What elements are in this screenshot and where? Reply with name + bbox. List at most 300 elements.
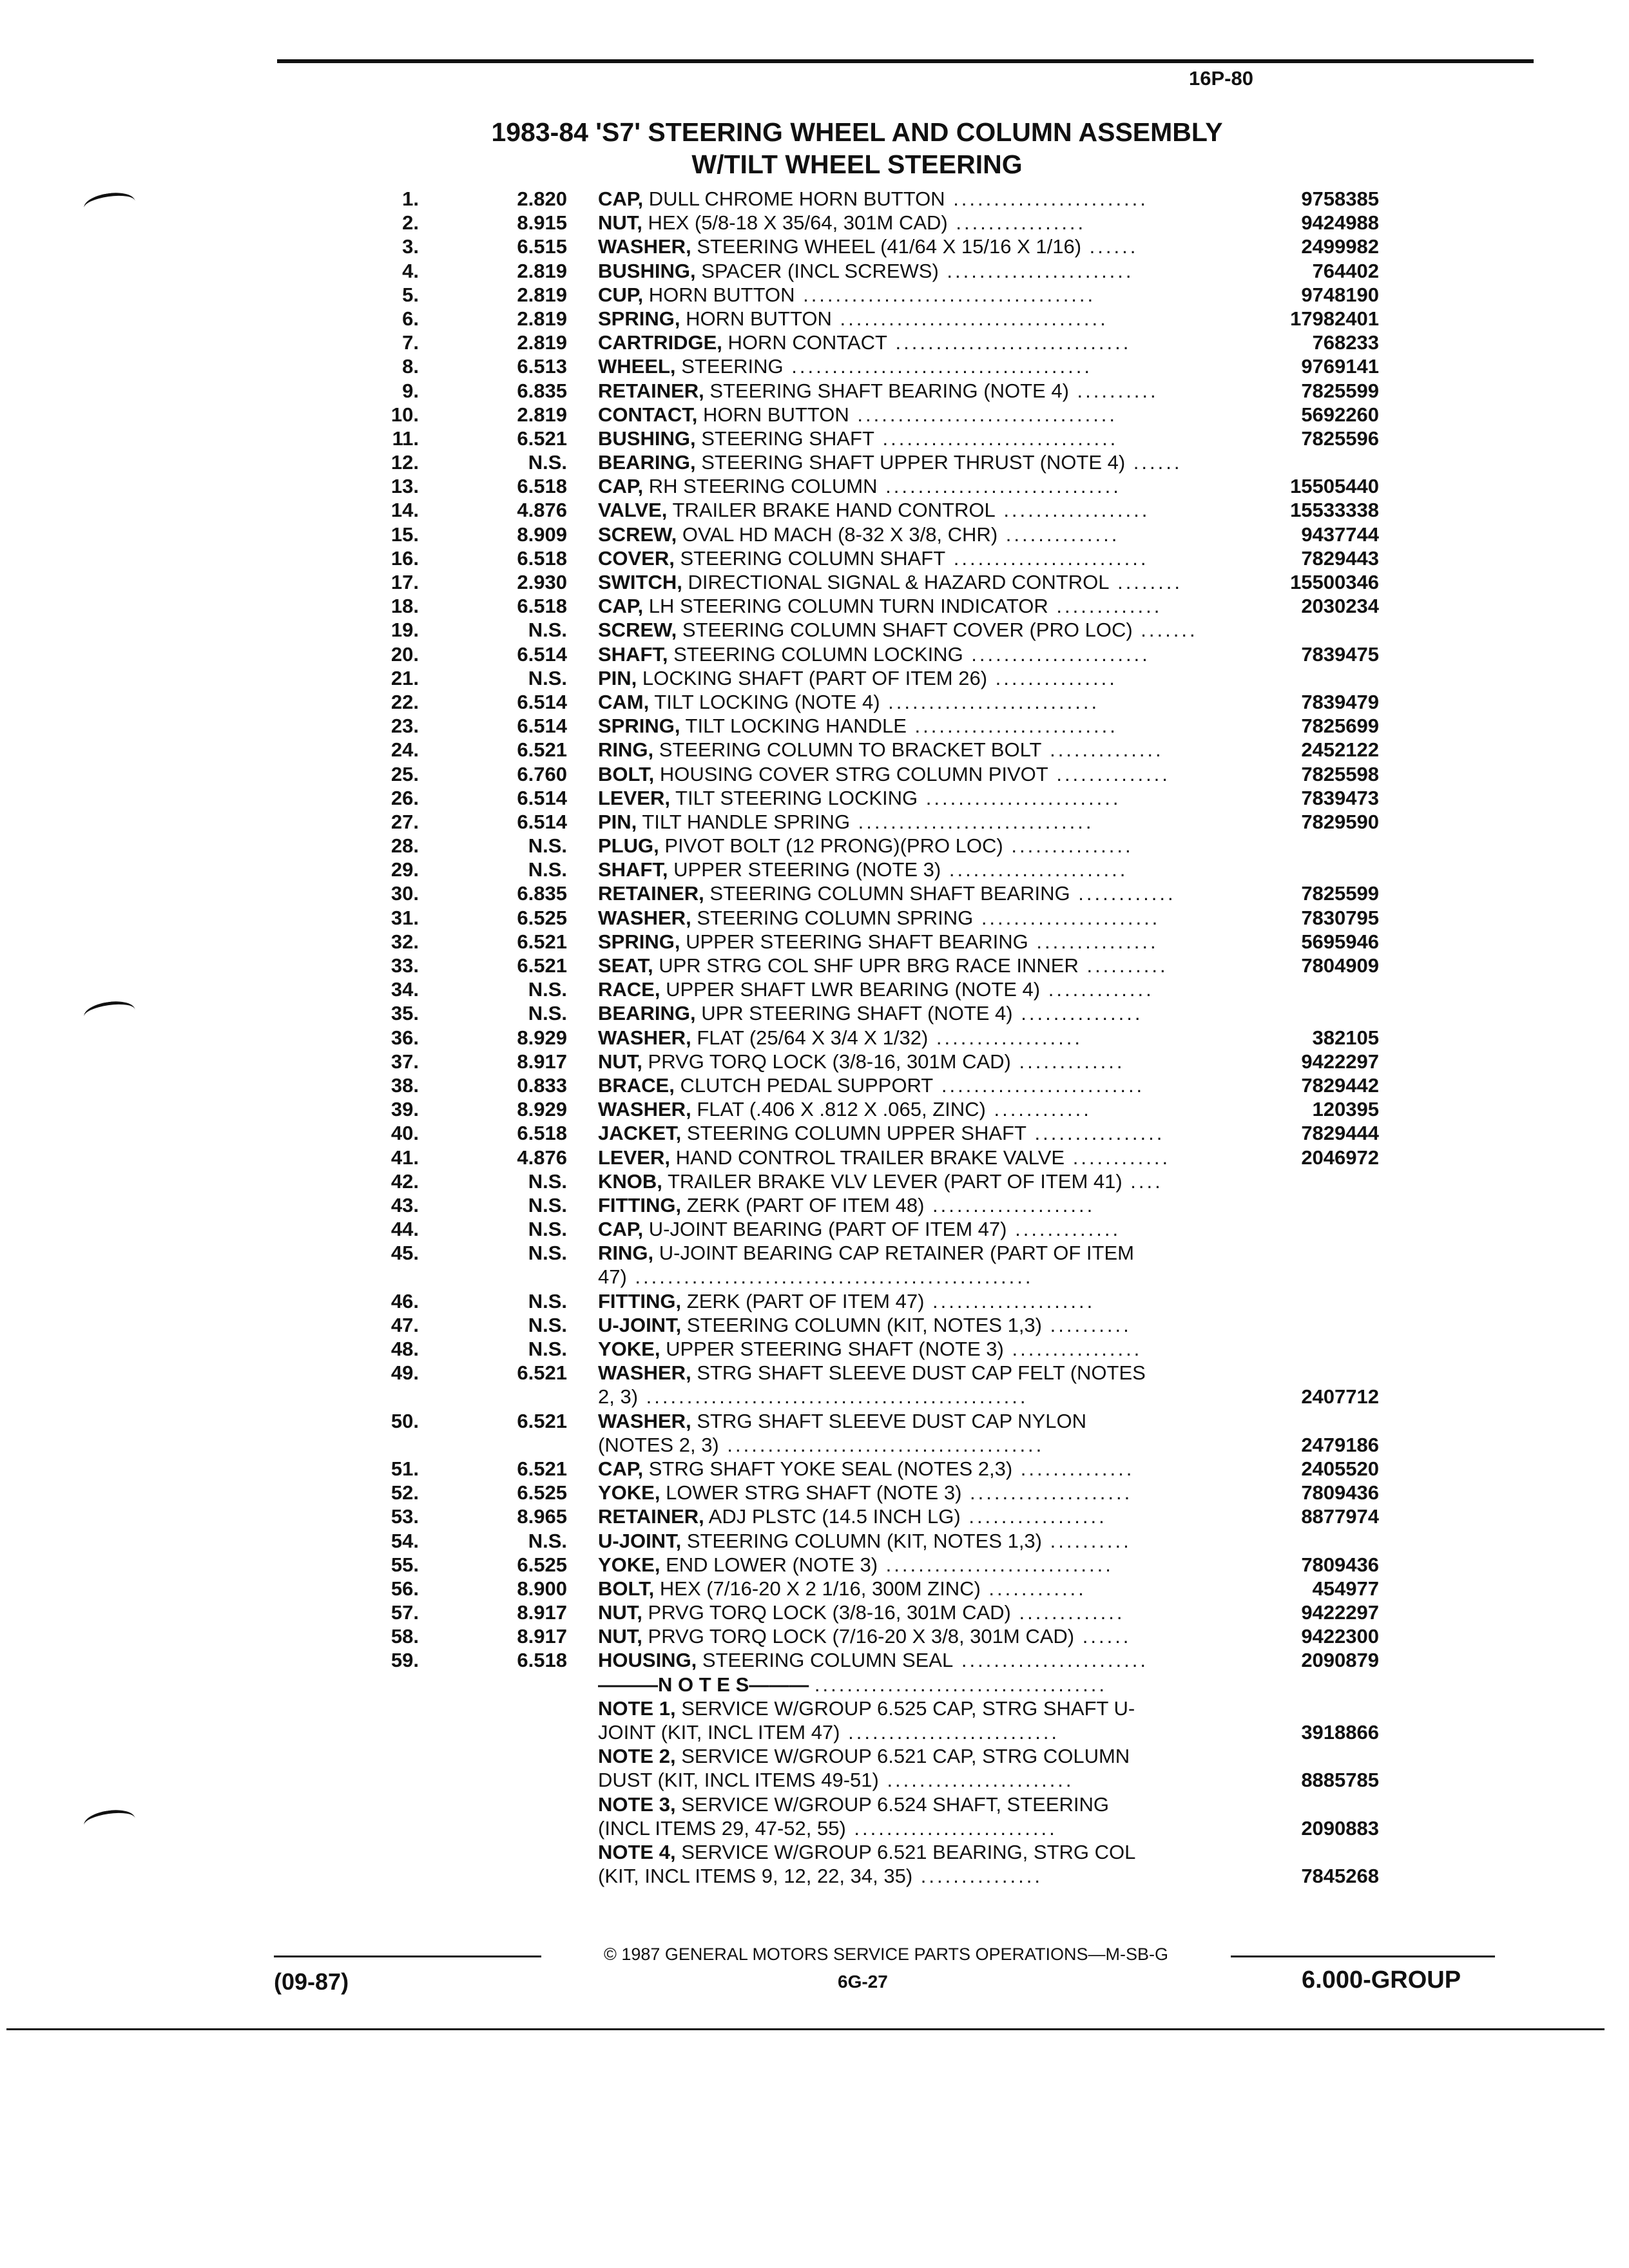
part-desc-text: SERVICE W/GROUP 6.524 SHAFT, STEERING xyxy=(681,1792,1110,1816)
leader-dots: ............... xyxy=(912,1865,1043,1888)
part-desc-text: STEERING COLUMN SEAL xyxy=(702,1649,954,1672)
part-number: 7825596 xyxy=(1301,427,1379,450)
part-keyword: SEAT, xyxy=(598,954,653,977)
part-keyword: WASHER, xyxy=(598,1098,691,1121)
part-keyword: LEVER, xyxy=(598,1146,670,1169)
part-keyword: KNOB, xyxy=(598,1169,662,1193)
part-desc-text: STEERING COLUMN TO BRACKET BOLT xyxy=(659,738,1042,762)
leader-dots: ............... xyxy=(1028,930,1159,953)
group-number: 6.514 xyxy=(517,690,567,713)
leader-dots: ................. xyxy=(960,1505,1107,1528)
part-row xyxy=(348,474,1392,498)
part-row xyxy=(348,331,1392,354)
part-desc-text: ADJ PLSTC (14.5 INCH LG) xyxy=(708,1505,961,1528)
item-number: 18. xyxy=(390,595,419,618)
leader-dots: ...................... xyxy=(963,642,1150,666)
item-number: 54. xyxy=(390,1529,419,1552)
item-number: 20. xyxy=(390,642,419,666)
part-keyword: WASHER, xyxy=(598,235,691,258)
part-description xyxy=(598,1577,1242,1600)
part-row xyxy=(348,786,1392,810)
group-number: 6.513 xyxy=(517,355,567,378)
part-description xyxy=(598,1050,1242,1073)
part-number: 768233 xyxy=(1312,331,1379,354)
part-keyword: CONTACT, xyxy=(598,403,698,426)
part-description xyxy=(598,1313,1242,1337)
part-number: 2030234 xyxy=(1301,595,1379,618)
item-number: 44. xyxy=(390,1218,419,1241)
leader-dots: ........................ xyxy=(945,546,1149,570)
leader-dots: .......................... xyxy=(880,690,1100,713)
part-number: 120395 xyxy=(1312,1098,1379,1121)
group-number: 4.876 xyxy=(517,499,567,522)
item-number: 46. xyxy=(390,1289,419,1312)
group-number: 6.514 xyxy=(517,642,567,666)
leader-dots: ................................................. xyxy=(626,1265,1034,1289)
part-keyword: BEARING, xyxy=(598,1002,696,1025)
part-row xyxy=(348,1337,1392,1361)
item-number: 4. xyxy=(402,259,419,282)
leader-dots: ...... xyxy=(1081,235,1139,258)
item-number: 13. xyxy=(390,475,419,498)
item-number: 21. xyxy=(390,666,419,689)
part-number: 5692260 xyxy=(1301,403,1379,426)
item-number: 14. xyxy=(390,499,419,522)
part-keyword: CARTRIDGE, xyxy=(598,331,722,354)
part-keyword: SPRING, xyxy=(598,715,680,738)
group-number: 6.521 xyxy=(517,1409,567,1432)
copyright: © 1987 GENERAL MOTORS SERVICE PARTS OPERATIONS—M-SB-G xyxy=(603,1945,1169,1964)
part-row xyxy=(348,977,1392,1001)
part-desc-text: STEERING COLUMN LOCKING xyxy=(673,642,963,666)
group-number: 6.835 xyxy=(517,379,567,402)
part-number: 454977 xyxy=(1312,1577,1379,1600)
part-number: 9424988 xyxy=(1301,211,1379,235)
part-description xyxy=(598,858,1242,881)
part-desc-continued: (NOTES 2, 3) xyxy=(598,1433,719,1456)
part-number: 7830795 xyxy=(1301,906,1379,929)
leader-dots: .................. xyxy=(928,1026,1083,1049)
part-keyword: BUSHING, xyxy=(598,259,696,282)
part-keyword: ———N O T E S——— xyxy=(598,1673,809,1696)
part-row xyxy=(348,594,1392,618)
group-number: N.S. xyxy=(528,1193,567,1216)
part-description xyxy=(598,1073,1242,1097)
item-number: 45. xyxy=(390,1242,419,1265)
part-desc-text: UPPER STEERING SHAFT BEARING xyxy=(686,930,1028,953)
part-number: 9422300 xyxy=(1301,1625,1379,1648)
part-desc-text: HAND CONTROL TRAILER BRAKE VALVE xyxy=(675,1146,1065,1169)
part-description xyxy=(598,1696,1242,1744)
part-desc-text: DULL CHROME HORN BUTTON xyxy=(648,187,945,210)
part-desc-text: STEERING SHAFT UPPER THRUST (NOTE 4) xyxy=(701,451,1126,474)
item-number: 6. xyxy=(402,307,419,330)
part-desc-text: SERVICE W/GROUP 6.521 CAP, STRG COLUMN xyxy=(681,1745,1130,1768)
part-desc-text: DIRECTIONAL SIGNAL & HAZARD CONTROL xyxy=(688,571,1110,593)
group-number: 6.518 xyxy=(517,1122,567,1145)
leader-dots: .................................... xyxy=(814,1673,1107,1696)
part-description xyxy=(598,954,1242,977)
page-title: 1983-84 'S7' STEERING WHEEL AND COLUMN ASSEMBLY xyxy=(491,117,1223,147)
part-row xyxy=(348,307,1392,331)
footer-rule xyxy=(274,1956,541,1957)
part-description xyxy=(598,1217,1242,1241)
part-number: 382105 xyxy=(1312,1026,1379,1049)
bottom-rule xyxy=(6,2028,1605,2030)
item-number: 30. xyxy=(390,882,419,905)
part-number: 7804909 xyxy=(1301,954,1379,977)
part-description xyxy=(598,1648,1242,1672)
part-description xyxy=(598,307,1242,331)
item-number: 40. xyxy=(390,1122,419,1145)
part-keyword: BUSHING, xyxy=(598,427,696,450)
part-keyword: YOKE, xyxy=(598,1481,660,1504)
group-number: 8.929 xyxy=(517,1026,567,1049)
part-row xyxy=(348,187,1392,211)
part-keyword: NOTE 2, xyxy=(598,1745,676,1768)
item-number: 25. xyxy=(390,762,419,785)
part-row xyxy=(348,618,1392,642)
group-number: N.S. xyxy=(528,1169,567,1193)
part-row xyxy=(348,235,1392,258)
part-row xyxy=(348,762,1392,786)
part-row xyxy=(348,1097,1392,1121)
part-number: 9769141 xyxy=(1301,355,1379,378)
item-number: 22. xyxy=(390,690,419,713)
part-keyword: CAP, xyxy=(598,187,644,210)
part-row xyxy=(348,570,1392,594)
part-description xyxy=(598,187,1242,211)
part-desc-continued: (INCL ITEMS 29, 47-52, 55) xyxy=(598,1816,846,1840)
leader-dots: ........ xyxy=(1109,571,1182,593)
part-row xyxy=(348,1504,1392,1528)
part-keyword: NUT, xyxy=(598,1625,642,1648)
leader-dots: .... xyxy=(1122,1169,1163,1193)
part-description xyxy=(598,546,1242,570)
group-number: 6.521 xyxy=(517,954,567,977)
group-number: N.S. xyxy=(528,834,567,858)
part-number: 7809436 xyxy=(1301,1481,1379,1504)
group-number: N.S. xyxy=(528,1529,567,1552)
part-number: 2499982 xyxy=(1301,235,1379,258)
part-keyword: SPRING, xyxy=(598,307,680,330)
part-desc-continued: (KIT, INCL ITEMS 9, 12, 22, 34, 35) xyxy=(598,1865,913,1888)
part-row xyxy=(348,354,1392,378)
group-number: 6.521 xyxy=(517,1361,567,1385)
part-number: 2479186 xyxy=(1301,1433,1379,1456)
part-row xyxy=(348,881,1392,905)
group-number: 6.521 xyxy=(517,427,567,450)
part-desc-text: STRG SHAFT YOKE SEAL (NOTES 2,3) xyxy=(648,1457,1013,1480)
footer-rule xyxy=(1231,1956,1495,1957)
part-description xyxy=(598,403,1242,427)
part-desc-text: U-JOINT BEARING (PART OF ITEM 47) xyxy=(648,1218,1007,1241)
group-number: 6.518 xyxy=(517,1649,567,1672)
part-keyword: BEARING, xyxy=(598,451,696,474)
part-description xyxy=(598,906,1242,930)
item-number: 42. xyxy=(390,1169,419,1193)
group-number: 6.514 xyxy=(517,715,567,738)
group-number: 6.518 xyxy=(517,546,567,570)
group-number: 6.514 xyxy=(517,810,567,833)
item-number: 35. xyxy=(390,1002,419,1025)
part-description xyxy=(598,738,1242,762)
part-description xyxy=(598,1026,1242,1050)
part-keyword: RETAINER, xyxy=(598,882,704,905)
part-desc-text: HOUSING COVER STRG COLUMN PIVOT xyxy=(659,762,1048,785)
item-number: 31. xyxy=(390,906,419,929)
group-number: 6.514 xyxy=(517,786,567,809)
part-number: 9422297 xyxy=(1301,1050,1379,1073)
part-keyword: YOKE, xyxy=(598,1553,660,1576)
leader-dots: .............. xyxy=(998,523,1120,546)
leader-dots: ..................................... xyxy=(783,355,1092,378)
leader-dots: ......................... xyxy=(906,715,1118,738)
part-desc-text: STEERING COLUMN (KIT, NOTES 1,3) xyxy=(686,1313,1043,1336)
leader-dots: ............... xyxy=(1003,834,1133,858)
group-number: 2.820 xyxy=(517,187,567,210)
part-description xyxy=(598,786,1242,810)
leader-dots: ...................... xyxy=(941,858,1128,881)
group-number: 6.521 xyxy=(517,738,567,762)
group-number: N.S. xyxy=(528,1338,567,1361)
part-row xyxy=(348,1241,1392,1289)
leader-dots: .................... xyxy=(924,1289,1095,1312)
part-keyword: SCREW, xyxy=(598,619,677,642)
part-desc-text: ZERK (PART OF ITEM 48) xyxy=(686,1193,925,1216)
leader-dots: ......................... xyxy=(845,1816,1057,1840)
part-keyword: BOLT, xyxy=(598,1577,655,1600)
leader-dots: .................................... xyxy=(795,283,1096,306)
part-desc-text: STEERING WHEEL (41/64 X 15/16 X 1/16) xyxy=(697,235,1082,258)
part-desc-continued: 2, 3) xyxy=(598,1385,639,1408)
item-number: 47. xyxy=(390,1313,419,1336)
item-number: 49. xyxy=(390,1361,419,1385)
leader-dots: .............. xyxy=(1041,738,1164,762)
part-description xyxy=(598,498,1242,522)
part-row xyxy=(348,1026,1392,1050)
part-desc-text: PIVOT BOLT (12 PRONG)(PRO LOC) xyxy=(664,834,1003,858)
part-row xyxy=(348,427,1392,450)
item-number: 33. xyxy=(390,954,419,977)
leader-dots: ............... xyxy=(1012,1002,1143,1025)
leader-dots: ....... xyxy=(1132,619,1198,642)
part-number: 2405520 xyxy=(1301,1457,1379,1480)
part-number: 7829442 xyxy=(1301,1073,1379,1097)
part-number: 7825599 xyxy=(1301,882,1379,905)
item-number: 9. xyxy=(402,379,419,402)
part-keyword: BOLT, xyxy=(598,762,655,785)
part-number: 15505440 xyxy=(1290,475,1379,498)
part-description xyxy=(598,354,1242,378)
part-desc-text: OVAL HD MACH (8-32 X 3/8, CHR) xyxy=(682,523,998,546)
part-description xyxy=(598,1193,1242,1217)
parts-list xyxy=(348,187,1392,1888)
part-desc-text: STEERING xyxy=(681,355,784,378)
part-desc-text: UPPER STEERING SHAFT (NOTE 3) xyxy=(666,1338,1004,1361)
part-keyword: HOUSING, xyxy=(598,1649,697,1672)
group-number: N.S. xyxy=(528,451,567,474)
part-desc-text: UPR STEERING SHAFT (NOTE 4) xyxy=(701,1002,1013,1025)
part-description xyxy=(598,642,1242,666)
part-description xyxy=(598,474,1242,498)
group-number: 6.518 xyxy=(517,475,567,498)
part-desc-text: LH STEERING COLUMN TURN INDICATOR xyxy=(648,595,1048,618)
part-desc-text: CLUTCH PEDAL SUPPORT xyxy=(680,1073,934,1097)
part-keyword: WHEEL, xyxy=(598,355,676,378)
part-desc-text: UPR STRG COL SHF UPR BRG RACE INNER xyxy=(659,954,1079,977)
part-description xyxy=(598,1673,1242,1696)
leader-dots: ............. xyxy=(1010,1050,1125,1073)
part-description xyxy=(598,1241,1242,1289)
leader-dots: .......... xyxy=(1068,379,1159,402)
part-description xyxy=(598,1337,1242,1361)
part-row xyxy=(348,498,1392,522)
part-row xyxy=(348,954,1392,977)
part-number: 9748190 xyxy=(1301,283,1379,306)
part-desc-text: HEX (5/8-18 X 35/64, 301M CAD) xyxy=(648,211,948,235)
leader-dots: ............ xyxy=(1070,882,1176,905)
part-description xyxy=(598,1457,1242,1481)
leader-dots: ............................. xyxy=(887,331,1132,354)
part-number: 764402 xyxy=(1312,259,1379,282)
part-description xyxy=(598,618,1242,642)
top-rule xyxy=(277,59,1534,63)
part-row xyxy=(348,259,1392,283)
item-number: 24. xyxy=(390,738,419,762)
part-row xyxy=(348,1217,1392,1241)
part-keyword: CAP, xyxy=(598,475,644,498)
part-keyword: RETAINER, xyxy=(598,1505,704,1528)
group-number: 2.819 xyxy=(517,307,567,330)
leader-dots: ............................. xyxy=(874,427,1119,450)
part-row xyxy=(348,1600,1392,1624)
group-number: 6.525 xyxy=(517,1553,567,1576)
part-desc-text: TILT HANDLE SPRING xyxy=(642,810,851,833)
part-row xyxy=(348,1840,1392,1888)
part-row xyxy=(348,858,1392,881)
part-keyword: SHAFT, xyxy=(598,858,668,881)
part-keyword: JACKET, xyxy=(598,1122,682,1145)
part-desc-text: LOWER STRG SHAFT (NOTE 3) xyxy=(666,1481,962,1504)
part-number: 7839475 xyxy=(1301,642,1379,666)
item-number: 59. xyxy=(390,1649,419,1672)
leader-dots: ...................... xyxy=(973,906,1161,929)
group-number: N.S. xyxy=(528,1313,567,1336)
item-number: 57. xyxy=(390,1601,419,1624)
leader-dots: ............... xyxy=(987,666,1117,689)
item-number: 41. xyxy=(390,1146,419,1169)
group-number: 6.521 xyxy=(517,930,567,953)
group-number: N.S. xyxy=(528,1002,567,1025)
part-number: 5695946 xyxy=(1301,930,1379,953)
item-number: 38. xyxy=(390,1073,419,1097)
part-description xyxy=(598,881,1242,905)
group-number: 2.819 xyxy=(517,259,567,282)
part-description xyxy=(598,1744,1242,1792)
part-number: 9422297 xyxy=(1301,1601,1379,1624)
part-keyword: U-JOINT, xyxy=(598,1313,682,1336)
leader-dots: ................................. xyxy=(831,307,1108,330)
part-desc-text: TILT STEERING LOCKING xyxy=(675,786,918,809)
part-keyword: NUT, xyxy=(598,1050,642,1073)
part-keyword: FITTING, xyxy=(598,1289,682,1312)
part-description xyxy=(598,1840,1242,1888)
item-number: 2. xyxy=(402,211,419,235)
part-description xyxy=(598,450,1242,474)
leader-dots: .............. xyxy=(1048,762,1170,785)
group-number: 8.900 xyxy=(517,1577,567,1600)
group-number: N.S. xyxy=(528,1242,567,1265)
item-number: 15. xyxy=(390,523,419,546)
part-number: 15533338 xyxy=(1290,499,1379,522)
part-description xyxy=(598,259,1242,283)
part-row xyxy=(348,1648,1392,1672)
part-desc-text: STEERING COLUMN (KIT, NOTES 1,3) xyxy=(686,1529,1043,1552)
part-desc-text: UPPER SHAFT LWR BEARING (NOTE 4) xyxy=(666,978,1041,1001)
binder-hole-mark xyxy=(82,190,137,220)
leader-dots: ....................................... xyxy=(718,1433,1045,1456)
leader-dots: .............. xyxy=(1012,1457,1135,1480)
part-number: 2090879 xyxy=(1301,1649,1379,1672)
group-number: 6.760 xyxy=(517,762,567,785)
part-desc-text: STEERING SHAFT xyxy=(701,427,874,450)
part-number: 7829444 xyxy=(1301,1122,1379,1145)
part-row xyxy=(348,1529,1392,1553)
part-desc-text: FLAT (.406 X .812 X .065, ZINC) xyxy=(697,1098,986,1121)
leader-dots: ............. xyxy=(1040,978,1154,1001)
part-keyword: YOKE, xyxy=(598,1338,660,1361)
part-keyword: SCREW, xyxy=(598,523,677,546)
part-number: 2452122 xyxy=(1301,738,1379,762)
part-row xyxy=(348,546,1392,570)
part-row xyxy=(348,1696,1392,1744)
item-number: 5. xyxy=(402,283,419,306)
group-number: 8.929 xyxy=(517,1098,567,1121)
part-desc-text: ZERK (PART OF ITEM 47) xyxy=(686,1289,925,1312)
part-row xyxy=(348,810,1392,834)
part-row xyxy=(348,642,1392,666)
page-code: 16P-80 xyxy=(1189,67,1253,90)
part-desc-text: STEERING COLUMN SPRING xyxy=(697,906,974,929)
item-number: 1. xyxy=(402,187,419,210)
part-desc-text: LOCKING SHAFT (PART OF ITEM 26) xyxy=(642,666,988,689)
part-desc-text: STEERING COLUMN UPPER SHAFT xyxy=(686,1122,1027,1145)
part-keyword: CAP, xyxy=(598,595,644,618)
group-number: 2.819 xyxy=(517,283,567,306)
part-desc-text: HORN BUTTON xyxy=(648,283,795,306)
group-number: 0.833 xyxy=(517,1073,567,1097)
leader-dots: ............................ xyxy=(878,1553,1113,1576)
part-description xyxy=(598,1600,1242,1624)
item-number: 19. xyxy=(390,619,419,642)
leader-dots: .................... xyxy=(961,1481,1133,1504)
part-desc-text: TRAILER BRAKE VLV LEVER (PART OF ITEM 41) xyxy=(667,1169,1123,1193)
part-number: 7809436 xyxy=(1301,1553,1379,1576)
group-number: 6.525 xyxy=(517,1481,567,1504)
part-keyword: PIN, xyxy=(598,666,637,689)
group-number: 8.917 xyxy=(517,1601,567,1624)
part-number: 2090883 xyxy=(1301,1816,1379,1840)
part-row xyxy=(348,1409,1392,1457)
part-row xyxy=(348,283,1392,307)
group-number: 8.917 xyxy=(517,1050,567,1073)
part-desc-text: TILT LOCKING HANDLE xyxy=(685,715,907,738)
part-desc-text: HEX (7/16-20 X 2 1/16, 300M ZINC) xyxy=(659,1577,981,1600)
group-number: 8.909 xyxy=(517,523,567,546)
part-keyword: PIN, xyxy=(598,810,637,833)
item-number: 26. xyxy=(390,786,419,809)
